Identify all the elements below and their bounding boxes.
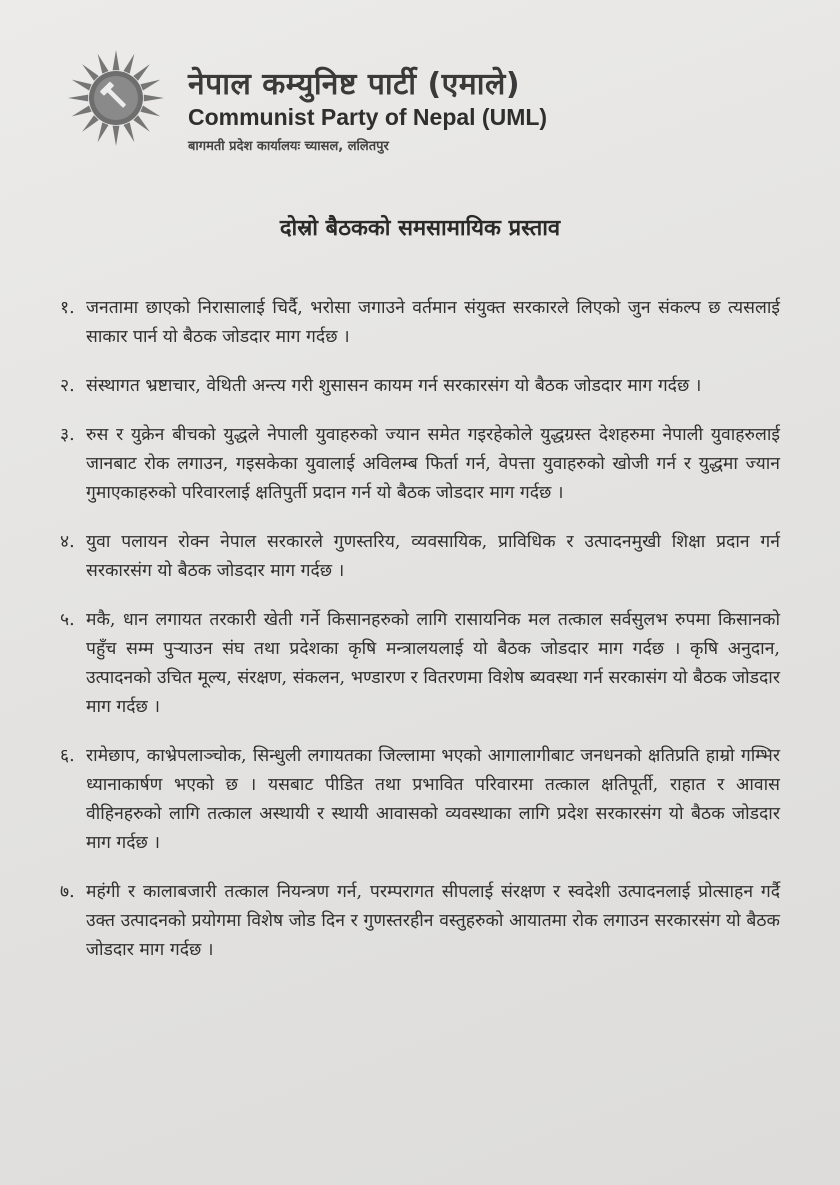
sun-ray [140,80,160,91]
item-number: ६. [60,746,75,766]
item-number: २. [60,376,75,396]
letterhead [60,48,780,158]
item-text: रुस र युक्रेन बीचको युद्धले नेपाली युवाहरुको ज्यान समेत गइरहेकोले युद्धग्रस्त देशहरुमा नेपाली युवाहरुलाई जानबाट रोक लगाउन, गइसकेका युवालाई अविलम्ब फिर्ता गर्न, वेपत्ता युवाहरुको खोजी गर्न र युद्धमा ज्यान गुमाएकाहरुको परिवारलाई क्षतिपुर्ती प्रदान गर्न यो बैठक जोडदार माग गर्दछ । [86,425,780,503]
sun-ray [98,54,109,74]
proposal-item [60,421,780,508]
item-text: जनतामा छाएको निरासालाई चिर्दै, भरोसा जगाउने वर्तमान संयुक्त सरकारले लिएको जुन संकल्प छ त्यसलाई साकार पार्न यो बैठक जोडदार माग गर्दछ । [86,298,780,347]
org-name-nepali: नेपाल कम्युनिष्ट पार्टी (एमाले) [188,67,521,102]
item-number: ५. [60,610,75,630]
org-name-english: Communist Party of Nepal (UML) [188,104,548,130]
item-text: युवा पलायन रोक्न नेपाल सरकारले गुणस्तरिय, व्यवसायिक, प्राविधिक र उत्पादनमुखी शिक्षा प्रदान गर्न सरकारसंग यो बैठक जोडदार माग गर्दछ । [86,532,780,581]
sun-ray [82,64,99,81]
sun-ray [113,126,120,146]
sun-ray [98,122,109,142]
sun-ray [140,106,160,117]
item-number: ४. [60,532,75,552]
proposal-item [60,606,780,722]
sun-ray [82,115,99,132]
proposal-item [60,294,780,352]
sun-ray [133,115,150,132]
document-title: दोस्रो बैठकको समसामायिक प्रस्ताव [279,215,561,241]
sun-ray [72,80,92,91]
sun-ray [72,106,92,117]
item-text: संस्थागत भ्रष्टाचार, वेथिती अन्त्य गरी शुसासन कायम गर्न सरकारसंग यो बैठक जोडदार माग गर्दछ । [86,376,702,396]
sun-ray [124,54,135,74]
office-address: बागमती प्रदेश कार्यालयः च्यासल, ललितपुर [188,139,389,154]
party-emblem-icon [60,48,172,148]
proposal-item [60,528,780,586]
sun-ray [124,122,135,142]
item-number: १. [60,298,75,318]
sun-ray [133,64,150,81]
proposal-item [60,742,780,858]
sun-ray [113,50,120,70]
item-text: महंगी र कालाबजारी तत्काल नियन्त्रण गर्न, परम्परागत सीपलाई संरक्षण र स्वदेशी उत्पादनलाई प्रोत्साहन गर्दै उक्त उत्पादनको प्रयोगमा विशेष जोड दिन र गुणस्तरहीन वस्तुहरुको आयातमा रोक लगाउन सरकारसंग यो बैठक जोडदार माग गर्दछ । [86,882,780,960]
sun-ray [68,95,88,102]
proposal-item [60,878,780,965]
item-number: ७. [60,882,75,902]
item-text: रामेछाप, काभ्रेपलाञ्चोक, सिन्धुली लगायतका जिल्लामा भएको आगालागीबाट जनधनको क्षतिप्रति हाम्रो गम्भिर ध्यानाकार्षण भएको छ । यसबाट पीडित तथा प्रभावित परिवारमा तत्काल क्षतिपूर्ती, राहात र आवास वीहिनहरुको लागि तत्काल अस्थायी र स्थायी आवासको व्यवस्थाका लागि प्रदेश सरकारसंग यो बैठक जोडदार माग गर्दछ । [86,746,780,853]
item-text: मकै, धान लगायत तरकारी खेती गर्ने किसानहरुको लागि रासायनिक मल तत्काल सर्वसुलभ रुपमा किसानको पहुँच सम्म पुऱ्याउन संघ तथा प्रदेशका कृषि मन्त्रालयलाई यो बैठक जोडदार माग गर्दछ । कृषि अनुदान, उत्पादनको उचित मूल्य, संरक्षण, संकलन, भण्डारण र वितरणमा विशेष ब्यवस्था गर्न सरकासंग यो बैठक जोडदार माग गर्दछ । [86,610,780,717]
proposal-item [60,372,780,401]
sun-ray [144,95,164,102]
proposal-list [60,294,780,985]
item-number: ३. [60,425,75,445]
